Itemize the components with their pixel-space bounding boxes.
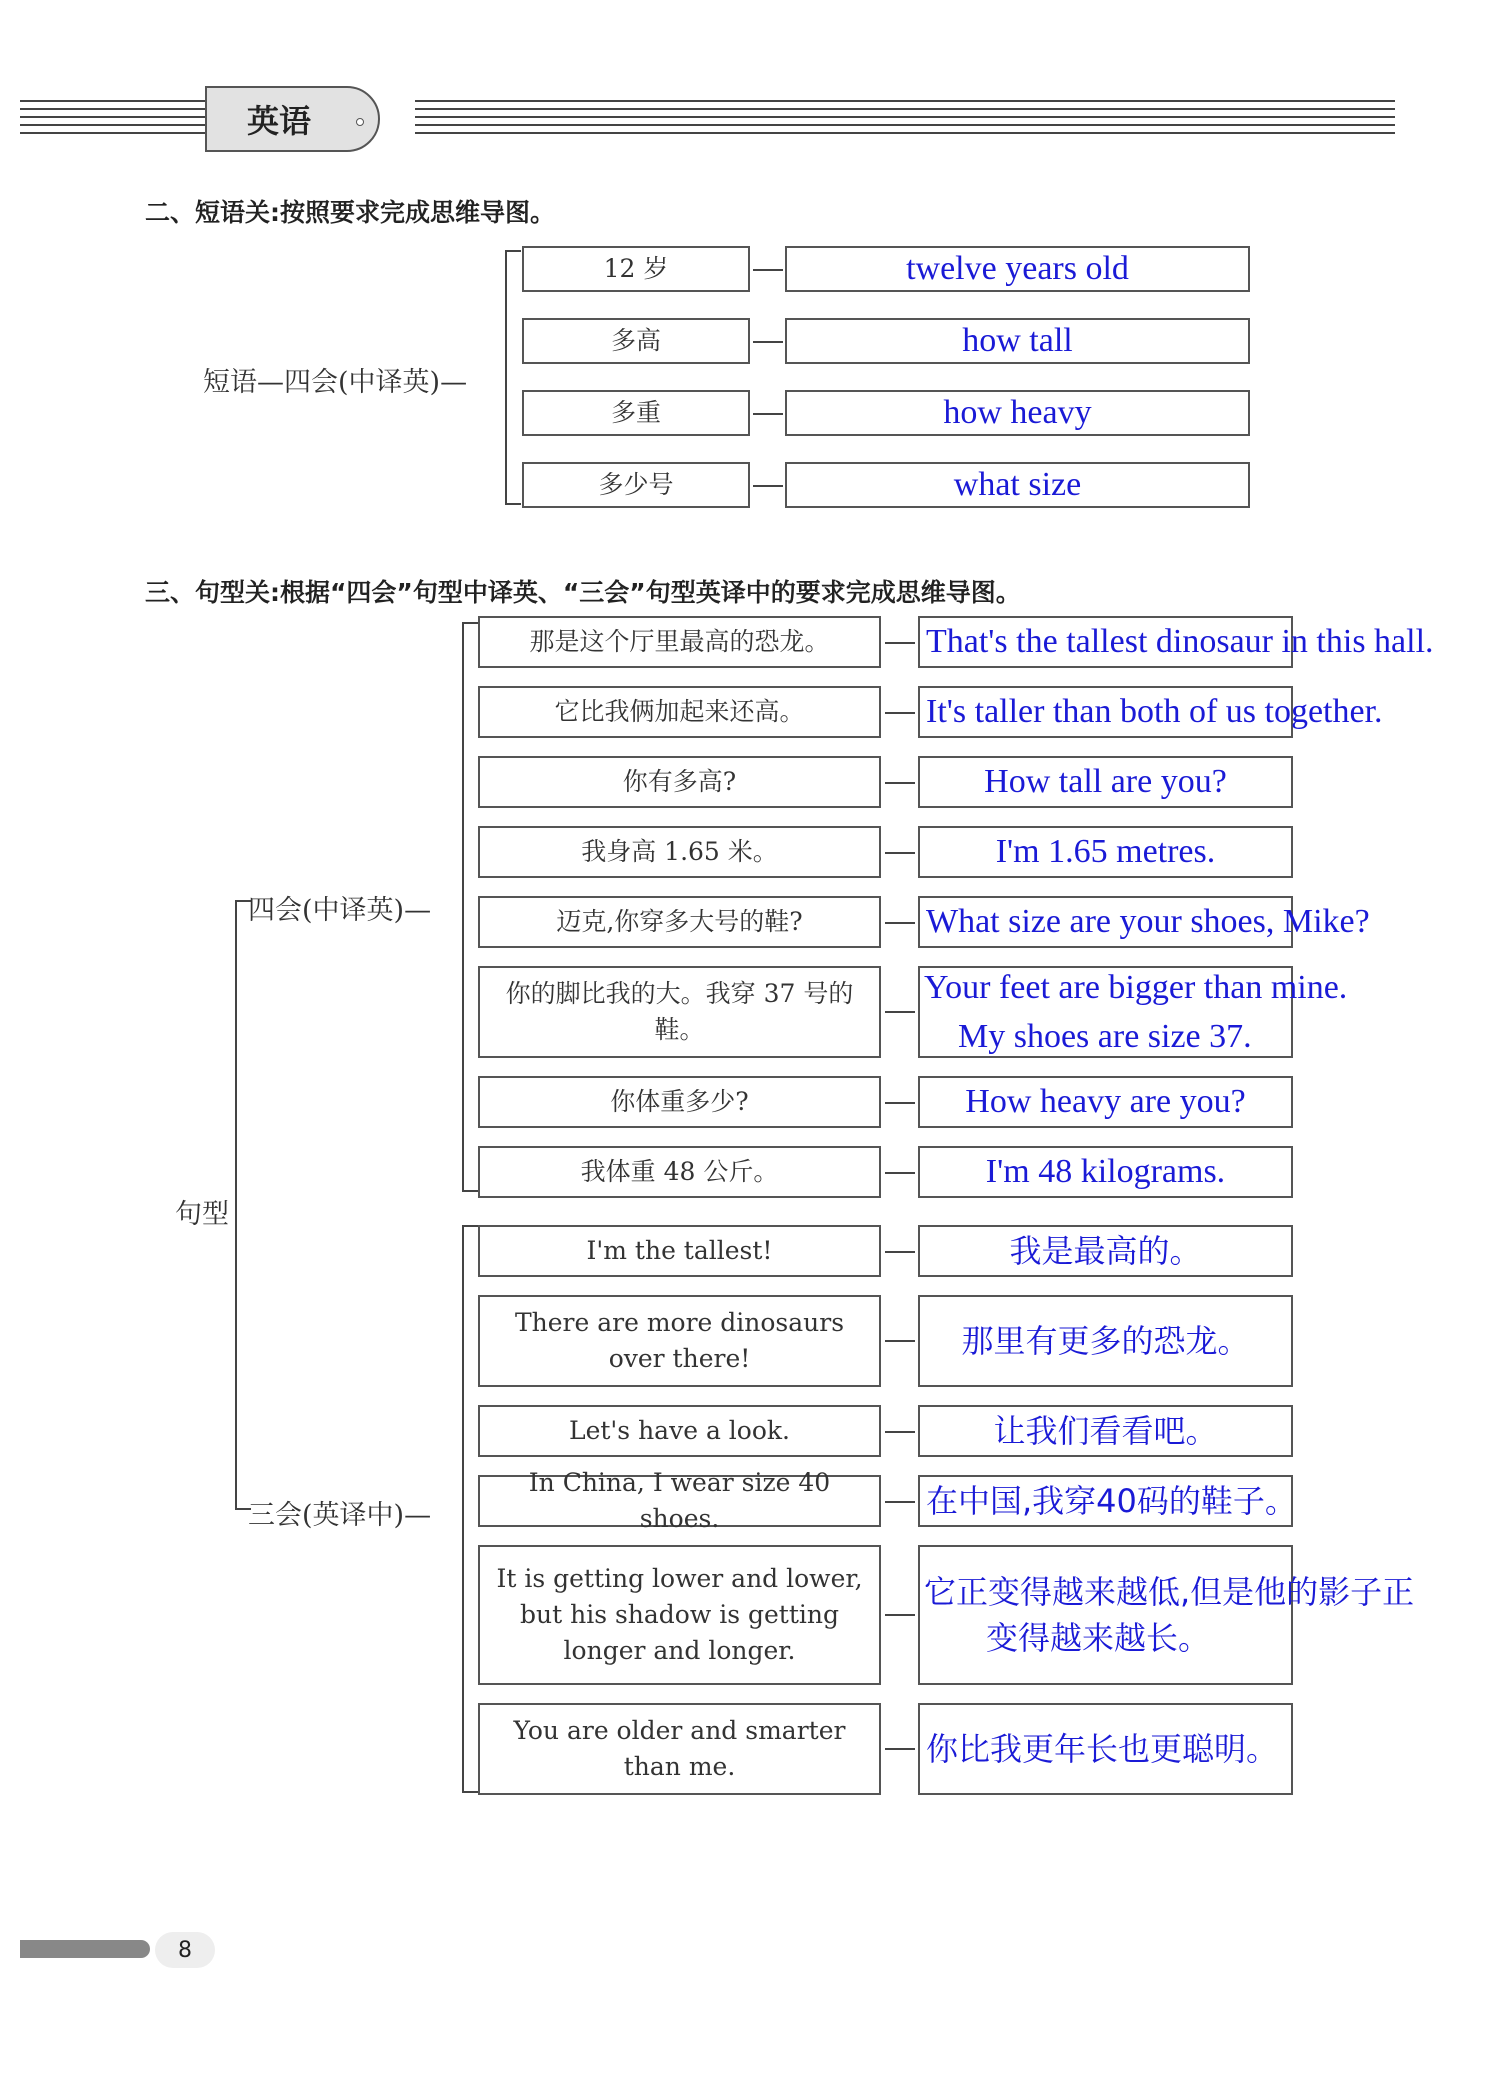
sentence-cn-7: 你体重多少? (478, 1076, 881, 1128)
section2-title: 二、短语关:按照要求完成思维导图。 (145, 198, 555, 227)
phrase-branch-label: 短语—四会(中译英)— (203, 367, 468, 398)
sentence-cn-ans-2[interactable]: 那里有更多的恐龙。 (918, 1295, 1293, 1387)
page-number: 8 (155, 1932, 215, 1968)
connector (753, 485, 783, 487)
connector (753, 413, 783, 415)
connector (885, 1172, 915, 1174)
sentence-cn-ans-5[interactable] (918, 1545, 1415, 1685)
sentence-en-src-5: It is getting lower and lower, but his shadow is getting longer and longer. (478, 1545, 881, 1685)
answer-line-2: 变得越来越长。 (986, 1619, 1211, 1657)
header-rule-right (415, 100, 1395, 144)
sentence-cn-1: 那是这个厅里最高的恐龙。 (478, 616, 881, 668)
answer-line-1: Your feet are bigger than mine. (924, 968, 1348, 1006)
connector (885, 1102, 915, 1104)
sentence-en-src-2: There are more dinosaurs over there! (478, 1295, 881, 1387)
subject-label: 英语 (247, 102, 312, 140)
phrase-en-2[interactable]: how tall (785, 318, 1250, 364)
section3-title: 三、句型关:根据“四会”句型中译英、“三会”句型英译中的要求完成思维导图。 (145, 578, 1021, 607)
group1-label: 四会(中译英)— (248, 895, 432, 926)
sentence-en-6[interactable] (918, 966, 1348, 1058)
phrase-cn-3: 多重 (522, 390, 750, 436)
connector (885, 1340, 915, 1342)
tab-dot-icon (356, 118, 364, 126)
sentence-cn-ans-6[interactable] (918, 1703, 1293, 1795)
connector (885, 1431, 915, 1433)
sentence-en-src-4: In China, I wear size 40 shoes. (478, 1475, 881, 1527)
connector (885, 712, 915, 714)
sentence-en-src-1: I'm the tallest! (478, 1225, 881, 1277)
sentence-en-src-6: You are older and smarter than me. (478, 1703, 881, 1795)
header-rule-left (20, 100, 210, 144)
sentence-root-label: 句型 (175, 1199, 229, 1230)
answer-text: 你比我更年长也更聪明。 (926, 1729, 1279, 1768)
answer-text: That's the tallest dinosaur in this hall. (926, 623, 1434, 661)
sentence-cn-6: 你的脚比我的大。我穿 37 号的鞋。 (478, 966, 881, 1058)
phrase-cn-2: 多高 (522, 318, 750, 364)
connector (885, 782, 915, 784)
phrase-en-4[interactable]: what size (785, 462, 1250, 508)
sentence-en-1[interactable] (918, 616, 1434, 668)
connector (885, 1501, 915, 1503)
answer-text: It's taller than both of us together. (926, 693, 1383, 731)
connector (753, 341, 783, 343)
answer-text: What size are your shoes, Mike? (926, 903, 1370, 941)
sentence-en-3[interactable]: How tall are you? (918, 756, 1293, 808)
sentence-en-5[interactable] (918, 896, 1370, 948)
connector (885, 1251, 915, 1253)
connector (753, 269, 783, 271)
sentence-cn-ans-4[interactable] (918, 1475, 1297, 1527)
sentence-cn-4: 我身高 1.65 米。 (478, 826, 881, 878)
phrase-en-1[interactable]: twelve years old (785, 246, 1250, 292)
subject-tab (205, 86, 380, 152)
sentence-en-7[interactable]: How heavy are you? (918, 1076, 1293, 1128)
group1-bracket (462, 622, 478, 1192)
connector (885, 852, 915, 854)
connector (885, 1614, 915, 1616)
phrase-cn-4: 多少号 (522, 462, 750, 508)
phrase-bracket (505, 250, 521, 505)
sentence-cn-5: 迈克,你穿多大号的鞋? (478, 896, 881, 948)
connector (885, 922, 915, 924)
group2-bracket (462, 1225, 478, 1793)
sentence-cn-2: 它比我俩加起来还高。 (478, 686, 881, 738)
sentence-cn-8: 我体重 48 公斤。 (478, 1146, 881, 1198)
sentence-en-src-3: Let's have a look. (478, 1405, 881, 1457)
root-bracket (235, 900, 251, 1510)
answer-line-2: My shoes are size 37. (958, 1018, 1252, 1055)
group2-label: 三会(英译中)— (248, 1500, 432, 1531)
sentence-en-2[interactable] (918, 686, 1383, 738)
answer-line-1: 它正变得越来越低,但是他的影子正 (924, 1572, 1415, 1611)
connector (885, 1748, 915, 1750)
phrase-en-3[interactable]: how heavy (785, 390, 1250, 436)
sentence-en-4[interactable]: I'm 1.65 metres. (918, 826, 1293, 878)
sentence-cn-ans-1[interactable]: 我是最高的。 (918, 1225, 1293, 1277)
footer-bar (20, 1940, 150, 1958)
answer-text: 在中国,我穿40码的鞋子。 (926, 1481, 1297, 1520)
connector (885, 1011, 915, 1013)
phrase-cn-1: 12 岁 (522, 246, 750, 292)
sentence-cn-ans-3[interactable]: 让我们看看吧。 (918, 1405, 1293, 1457)
sentence-en-8[interactable]: I'm 48 kilograms. (918, 1146, 1293, 1198)
connector (885, 642, 915, 644)
sentence-cn-3: 你有多高? (478, 756, 881, 808)
